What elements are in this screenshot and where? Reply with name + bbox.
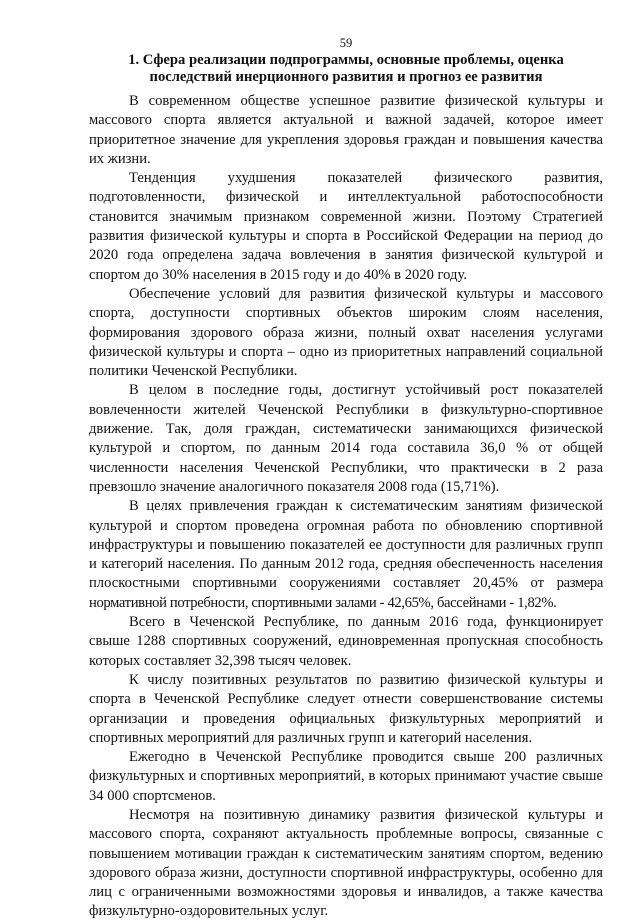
paragraph-4: В целом в последние годы, достигнут устойчивый рост показателей вовлеченности жителей Чеченской Республики в физкультурно-спортивное движение. Так, доля граждан, систематически занимающихся физической культурой и спортом, по данным 2014 года составила 36,0 % от общей численности населения Чеченской Республики, что практически в 2 раза превзошло значение аналогичного показателя 2008 года (15,71%).	[89, 382, 603, 495]
paragraph-7: К числу позитивных результатов по развитию физической культуры и спорта в Чеченской Республике следует отнести совершенствование системы организации и проведения официальных физкультурных мероприятий и спортивных мероприятий для различных групп и категорий населения.	[89, 671, 603, 746]
page-number: 59	[339, 36, 353, 50]
paragraph-5-condensed-line: размера нормативной потребности, спортивными залами - 42,65%, бассейнами - 1,82%.	[89, 575, 603, 611]
paragraph-5	[89, 497, 603, 613]
section-heading: 1. Сфера реализации подпрограммы, основные проблемы, оценка последствий инерционного развития и прогноз ее развития	[128, 52, 564, 85]
paragraph-1: В современном обществе успешное развитие физической культуры и массового спорта является актуальной и важной задачей, которое имеет приоритетное значение для укрепления здоровья граждан и повышения качества их жизни.	[89, 93, 603, 167]
paragraph-5-text: В целях привлечения граждан к систематическим занятиям физической культурой и спортом проведена огромная работа по обновлению спортивной инфраструктуры и повышению показателей ее доступности для различных групп и категорий населения. По данным 2012 года, средняя обеспеченность населения плоскостными спортивными сооружениями составляет 20,45% от	[89, 498, 603, 592]
paragraph-6: Всего в Чеченской Республике, по данным 2016 года, функционирует свыше 1288 спортивных сооружений, единовременная пропускная способность которых составляет 32,398 тысяч человек.	[89, 614, 603, 669]
paragraph-2: Тенденция ухудшения показателей физического развития, подготовленности, физической и интеллектуальной работоспособности становится значимым признаком современной жизни. Поэтому Стратегией развития физической культуры и спорта в Российской Федерации на период до 2020 года определена задача вовлечения в занятия физической культурой и спортом до 30% населения в 2015 году и до 40% в 2020 году.	[89, 170, 603, 283]
document-page	[89, 36, 603, 922]
paragraph-9: Несмотря на позитивную динамику развития физической культуры и массового спорта, сохраняют актуальность проблемные вопросы, связанные с повышением мотивации граждан к систематическим занятиям спортом, ведению здорового образа жизни, доступности спортивной инфраструктуры, особенно для лиц с ограниченными возможностями здоровья и инвалидов, а также качества физкультурно-оздоровительных услуг.	[89, 806, 603, 920]
paragraph-3: Обеспечение условий для развития физической культуры и массового спорта, доступности спортивных объектов широким слоям населения, формирования здорового образа жизни, полный охват населения услугами физической культуры и спорта – одно из приоритетных направлений социальной политики Чеченской Республики.	[89, 285, 603, 380]
paragraph-8: Ежегодно в Чеченской Республике проводится свыше 200 различных физкультурных и спортивных мероприятий, в которых принимают участие свыше 34 000 спортсменов.	[89, 749, 603, 804]
